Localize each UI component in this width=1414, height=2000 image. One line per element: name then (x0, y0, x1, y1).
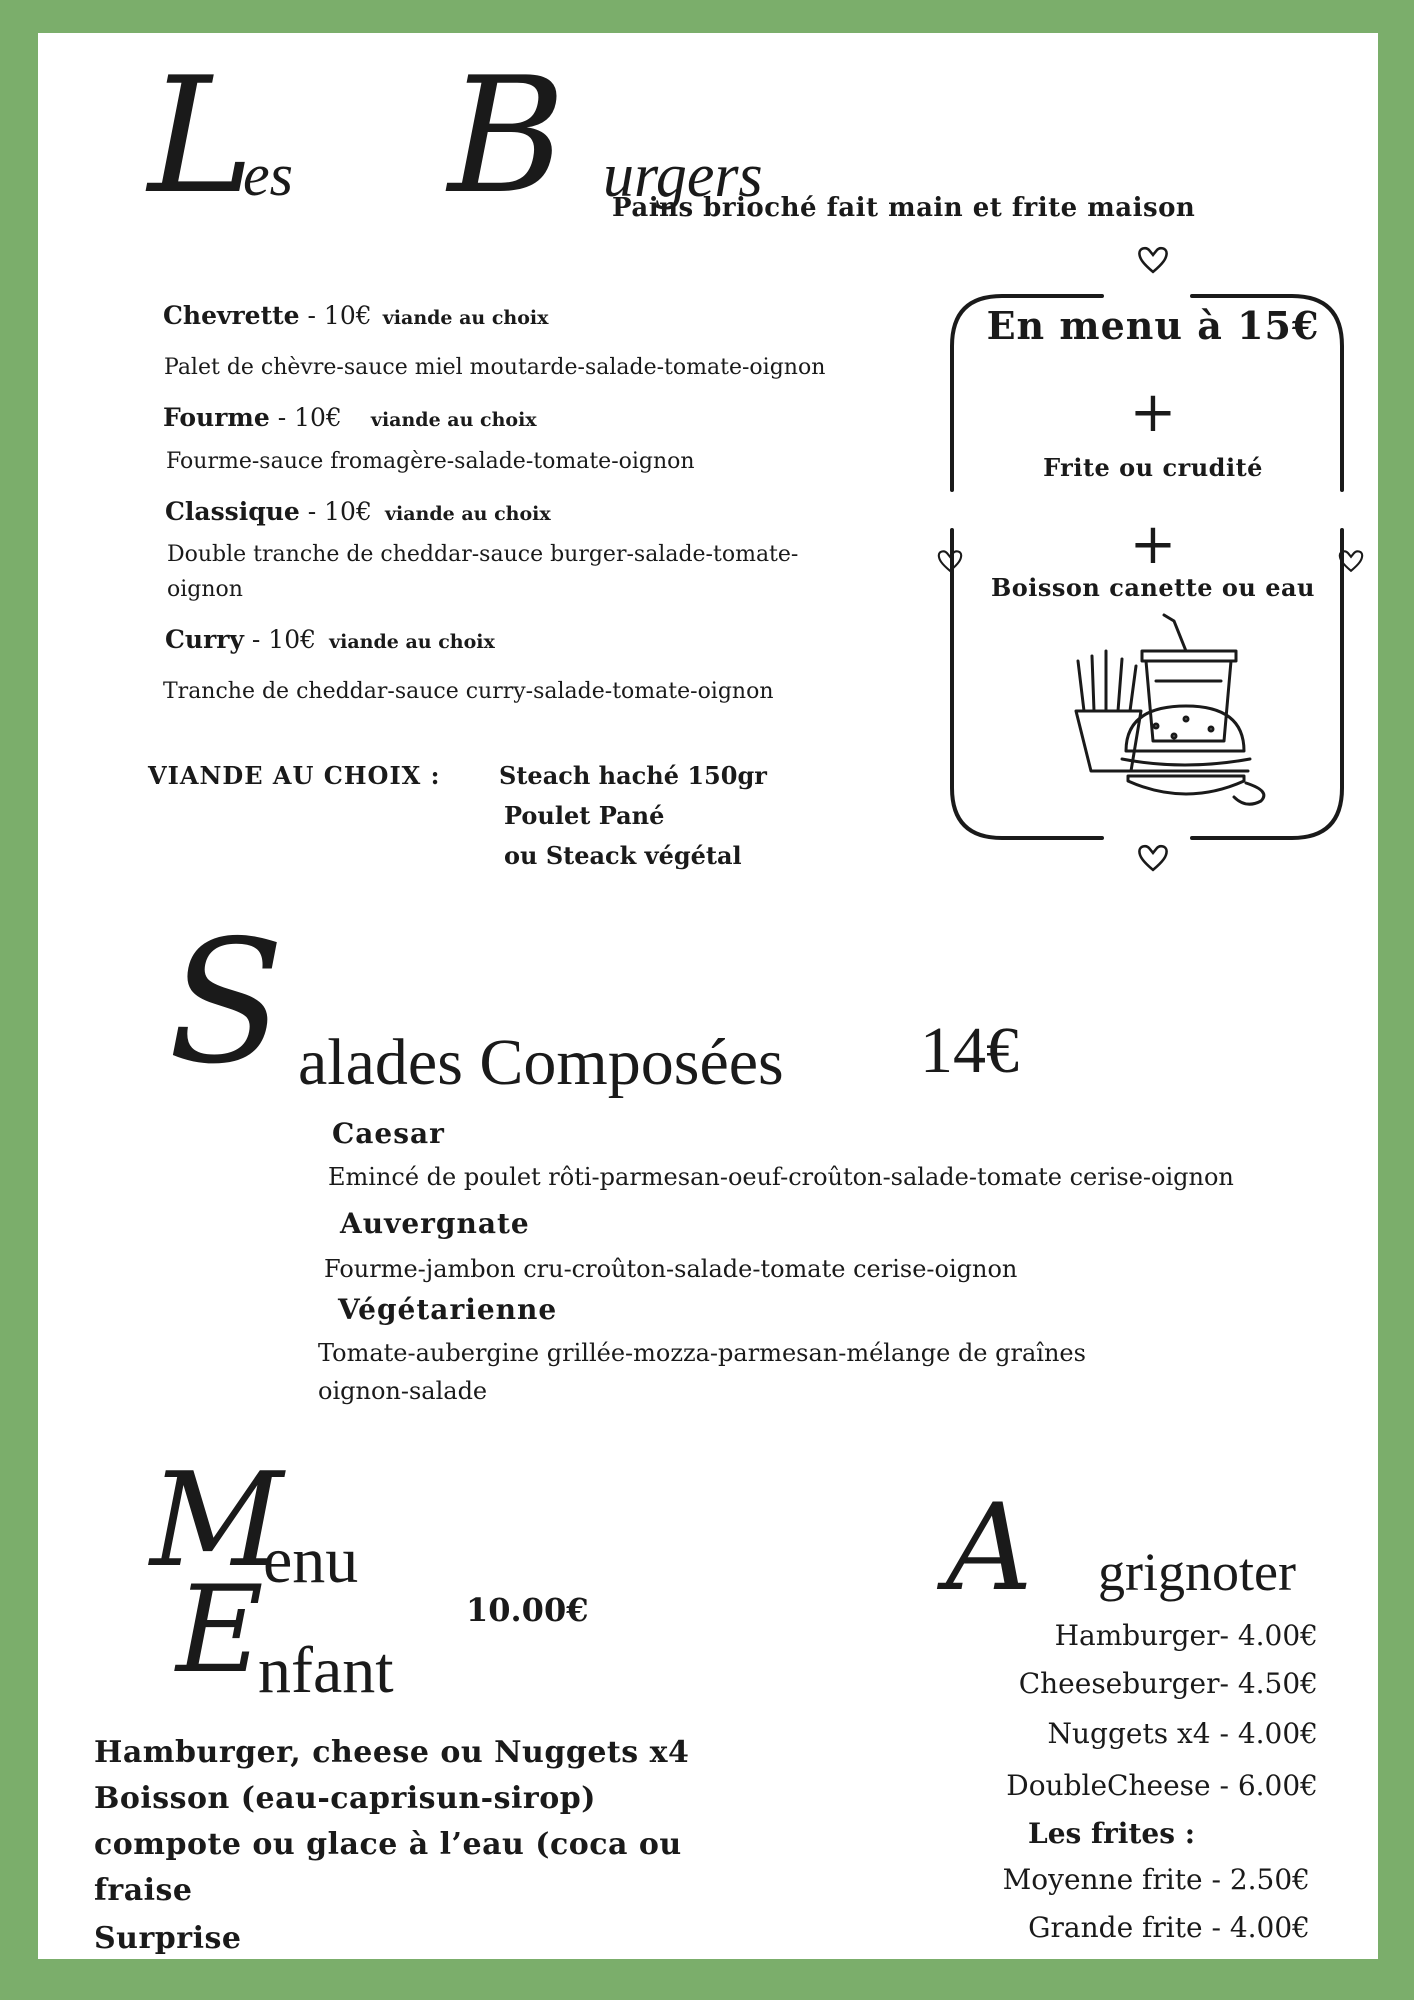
title-word-es: es (243, 142, 293, 208)
item-name: Fourme (163, 403, 270, 432)
viande-option-1: Steach haché 150gr (499, 761, 767, 790)
burger-item-fourme (163, 403, 537, 432)
item-price: - 10€ (299, 497, 372, 526)
item-name: Curry (165, 625, 244, 654)
frites-label: Les frites : (1028, 1817, 1196, 1850)
burger-fries-drink-illustration (1056, 611, 1276, 811)
burger-item-curry (165, 625, 495, 654)
heart-icon (1337, 547, 1365, 575)
menu-box-title: En menu à 15€ (986, 303, 1320, 348)
grignoter-item-2: Cheeseburger- 4.50€ (1018, 1667, 1318, 1700)
salades-title: alades Composées (298, 1026, 784, 1099)
item-note: viande au choix (382, 307, 549, 329)
frites-item-1: Moyenne frite - 2.50€ (1002, 1863, 1310, 1896)
grignoter-title: grignoter (1098, 1542, 1296, 1602)
title-initial-b: B (448, 42, 566, 229)
salade-desc-vegetarienne-line2: oignon-salade (318, 1377, 488, 1405)
grignoter-item-3: Nuggets x4 - 4.00€ (1047, 1717, 1318, 1750)
burger-desc-classique-line2: oignon (167, 577, 243, 602)
item-name: Chevrette (163, 301, 300, 330)
item-name: Classique (165, 497, 300, 526)
item-price: - 10€ (269, 403, 342, 432)
burgers-subtitle: Pains brioché fait main et frite maison (612, 193, 1196, 223)
item-price: - 10€ (299, 301, 372, 330)
salade-name-auvergnate: Auvergnate (340, 1207, 530, 1240)
enfant-line-3: compote ou glace à l’eau (coca ou (94, 1827, 682, 1862)
burger-item-chevrette (163, 301, 548, 330)
burger-item-classique (165, 497, 551, 526)
burger-desc-fourme: Fourme-sauce fromagère-salade-tomate-oignon (166, 449, 695, 474)
heart-icon (1136, 841, 1170, 875)
menu-box-option-1: Frite ou crudité (1043, 453, 1263, 482)
item-note: viande au choix (329, 631, 495, 653)
plus-divider-2: + (1129, 512, 1177, 577)
grignoter-item-1: Hamburger- 4.00€ (1054, 1619, 1318, 1652)
enfant-line-2: Boisson (eau-caprisun-sirop) (94, 1781, 596, 1816)
salade-desc-vegetarienne-line1: Tomate-aubergine grillée-mozza-parmesan-mélange de graînes (318, 1339, 1086, 1367)
title-word-urgers: urgers (603, 142, 763, 210)
item-note: viande au choix (370, 409, 537, 431)
item-price: - 10€ (243, 625, 317, 654)
salades-price: 14€ (920, 1014, 1019, 1087)
enfant-title-initial-e: E (176, 1561, 264, 1700)
burger-desc-chevrette: Palet de chèvre-sauce miel moutarde-salade-tomate-oignon (164, 355, 826, 380)
salade-name-vegetarienne: Végétarienne (338, 1293, 558, 1326)
salade-desc-caesar: Emincé de poulet rôti-parmesan-oeuf-croûton-salade-tomate cerise-oignon (328, 1163, 1234, 1191)
menu-box-option-2: Boisson canette ou eau (990, 573, 1315, 602)
plus-divider-1: + (1129, 380, 1177, 445)
menu-card (38, 33, 1378, 1959)
item-note: viande au choix (384, 503, 551, 525)
grignoter-title-initial: A (946, 1479, 1033, 1618)
viande-option-2: Poulet Pané (504, 801, 665, 830)
burger-desc-classique-line1: Double tranche de cheddar-sauce burger-salade-tomate- (167, 542, 799, 567)
salade-desc-auvergnate: Fourme-jambon cru-croûton-salade-tomate cerise-oignon (324, 1255, 1018, 1283)
title-initial-l: L (148, 42, 255, 229)
enfant-line-5: Surprise (94, 1921, 242, 1956)
salade-name-caesar: Caesar (332, 1117, 445, 1150)
enfant-title-nfant: nfant (258, 1634, 394, 1707)
salades-title-initial: S (168, 904, 285, 1102)
enfant-title-enu: enu (263, 1524, 359, 1597)
enfant-line-1: Hamburger, cheese ou Nuggets x4 (94, 1735, 690, 1770)
heart-icon (1136, 243, 1170, 277)
frites-item-2: Grande frite - 4.00€ (1028, 1911, 1310, 1944)
enfant-title-initial-m: M (150, 1444, 284, 1596)
viande-option-3: ou Steack végétal (504, 841, 742, 870)
burger-desc-curry: Tranche de cheddar-sauce curry-salade-tomate-oignon (163, 679, 774, 704)
enfant-line-4: fraise (94, 1873, 193, 1908)
heart-icon (936, 547, 964, 575)
grignoter-item-4: DoubleCheese - 6.00€ (1006, 1769, 1318, 1802)
enfant-price: 10.00€ (466, 1591, 589, 1629)
viande-label: VIANDE AU CHOIX : (148, 761, 441, 790)
